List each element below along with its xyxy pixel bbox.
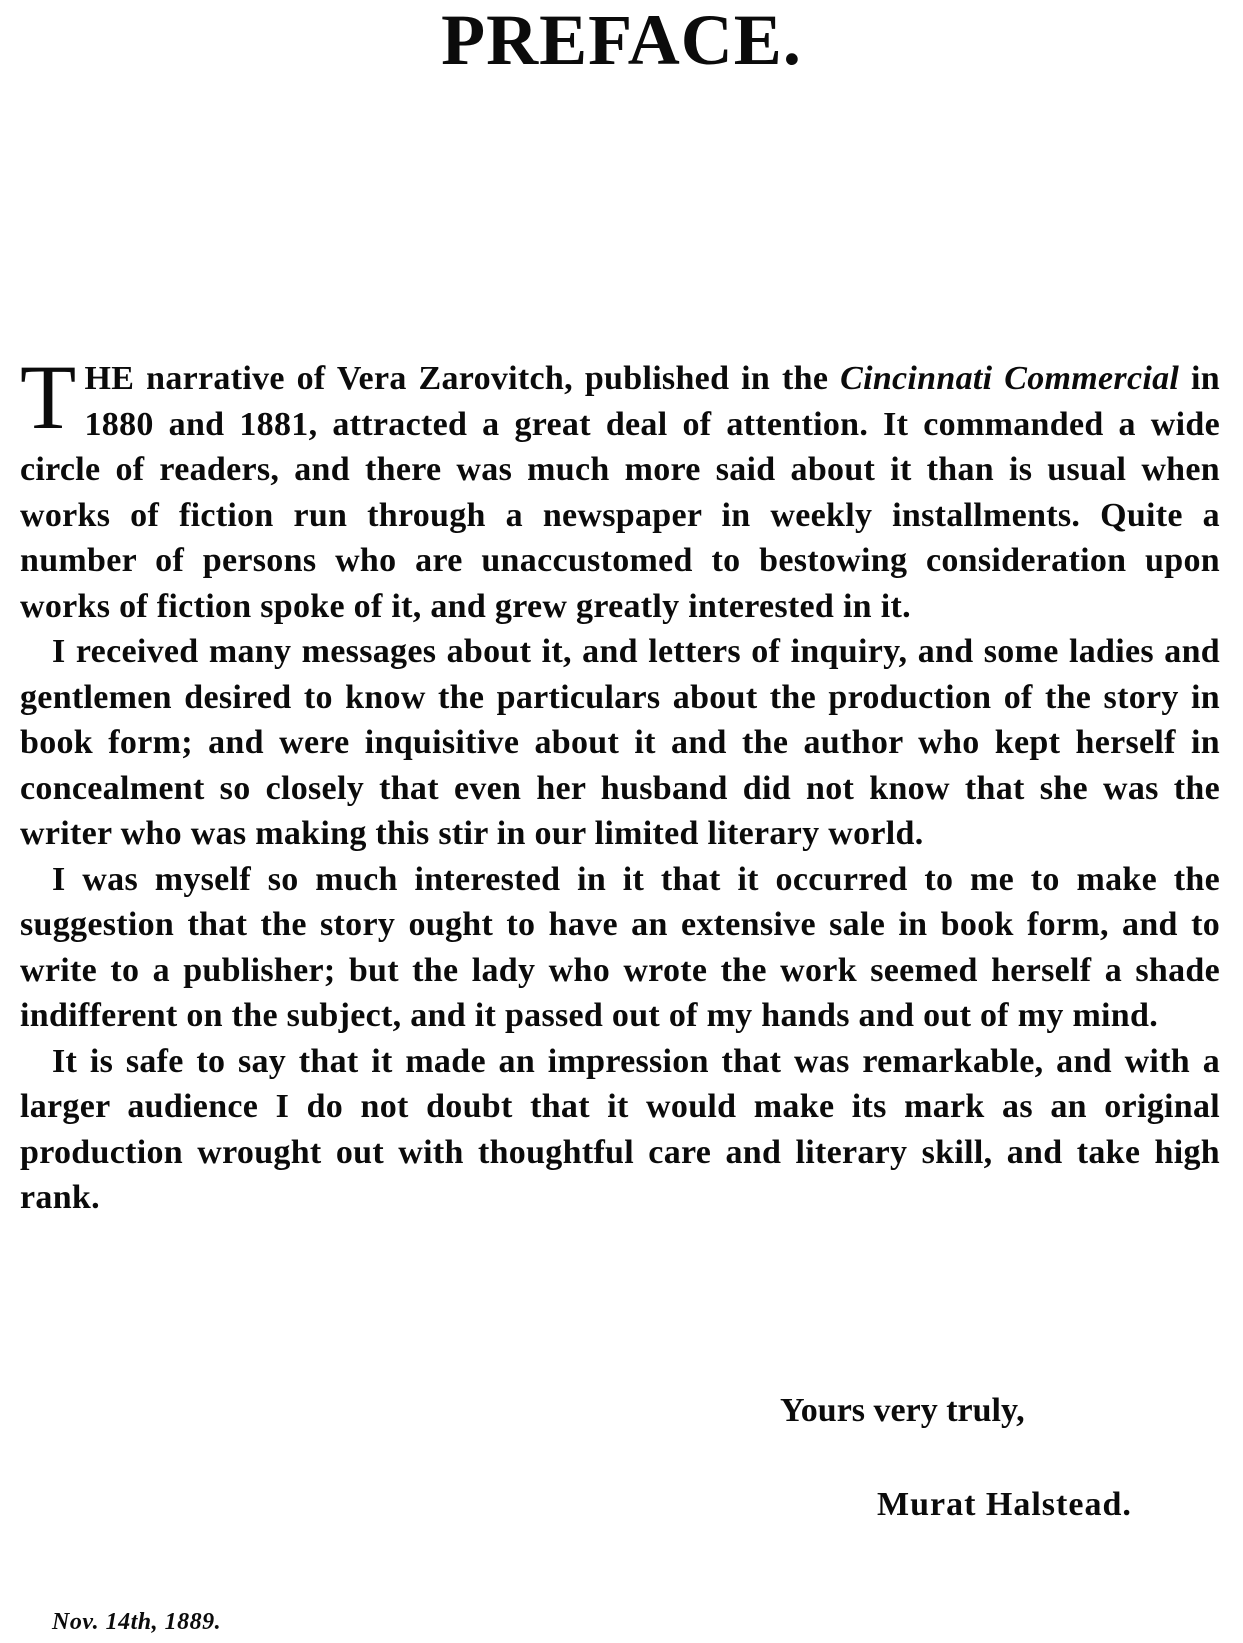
closing-salutation: Yours very truly, bbox=[780, 1392, 1025, 1429]
paragraph-1-lead: HE narrative of Vera Zarovitch, published in the bbox=[84, 360, 841, 397]
drop-cap: T bbox=[20, 346, 77, 448]
signature: Murat Halstead. bbox=[877, 1486, 1132, 1523]
date-line: Nov. 14th, 1889. bbox=[52, 1609, 222, 1635]
page-title: PREFACE. bbox=[441, 0, 802, 80]
paragraph-1 bbox=[20, 346, 1220, 629]
paragraph-1-rest: in 1880 and 1881, attracted a great deal of attention. It commanded a wide circle of readers, and there was much more said about it than is usual when works of fiction run through a newspaper in weekly installments. Quite a number of persons who are unaccustomed to bestowing consideration upon works of fiction spoke of it, and grew greatly interested in it. bbox=[20, 360, 1220, 625]
paragraph-2: I received many messages about it, and letters of inquiry, and some ladies and gentlemen desired to know the particulars about the production of the story in book form; and were inquisitive about it and the author who kept herself in concealment so closely that even her husband did not know that she was the writer who was making this stir in our limited literary world. bbox=[20, 633, 1220, 852]
paragraph-3: I was myself so much interested in it that it occurred to me to make the suggestion that the story ought to have an extensive sale in book form, and to write to a publisher; but the lady who wrote the work seemed herself a shade indifferent on the subject, and it passed out of my hands and out of my mind. bbox=[20, 860, 1220, 1034]
publication-title: Cincinnati Commercial bbox=[840, 360, 1180, 397]
preface-body bbox=[20, 346, 1220, 1221]
paragraph-4: It is safe to say that it made an impression that was remarkable, and with a larger audience I do not doubt that it would make its mark as an original production wrought out with thoughtful care and literary skill, and take high rank. bbox=[20, 1042, 1220, 1216]
